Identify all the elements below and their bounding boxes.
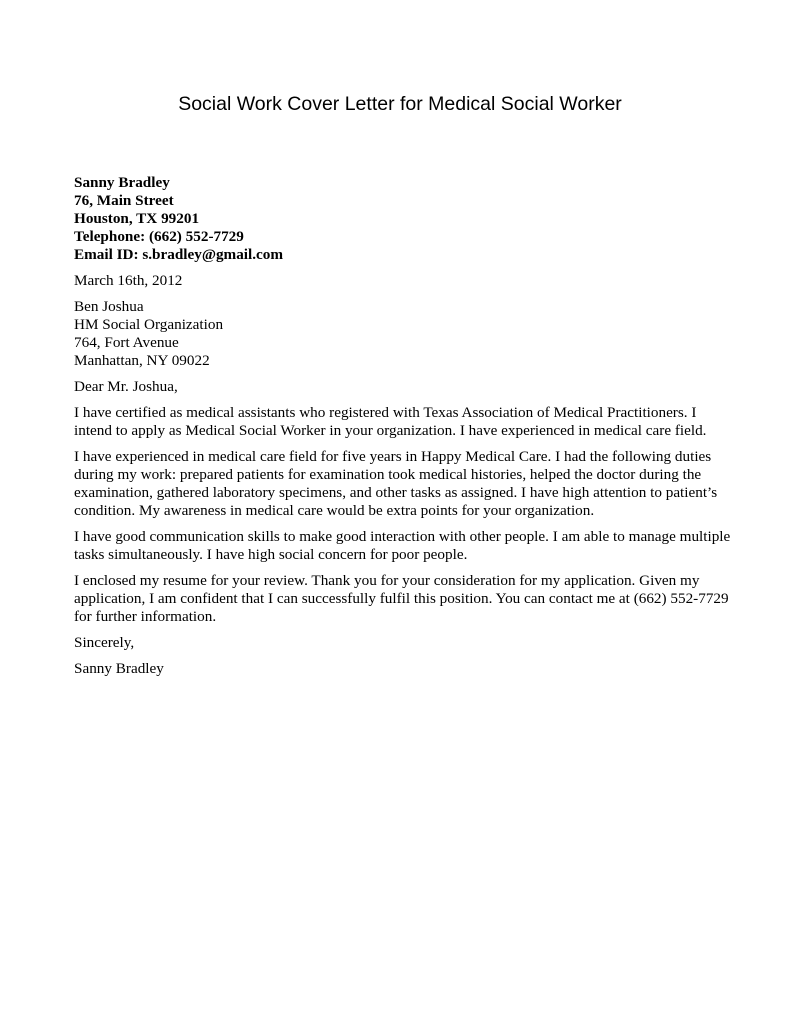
paragraph-skills: I have good communication skills to make good interaction with other people. I am able to manage multiple tasks simultaneously. I have high social concern for poor people. [74, 528, 731, 563]
recipient-street: 764, Fort Avenue [74, 334, 179, 351]
sender-name: Sanny Bradley [74, 174, 170, 191]
sender-telephone: Telephone: (662) 552-7729 [74, 228, 244, 245]
salutation: Dear Mr. Joshua, [74, 378, 178, 395]
signature-name: Sanny Bradley [74, 660, 164, 677]
document-title: Social Work Cover Letter for Medical Social Worker [178, 93, 622, 115]
recipient-organization: HM Social Organization [74, 316, 224, 333]
closing: Sincerely, [74, 634, 135, 651]
recipient-name: Ben Joshua [74, 298, 144, 315]
letter-date: March 16th, 2012 [74, 272, 183, 289]
recipient-city: Manhattan, NY 09022 [74, 352, 210, 369]
sender-address-block [74, 174, 734, 264]
recipient-address-block [74, 298, 734, 370]
sender-city: Houston, TX 99201 [74, 210, 200, 227]
sender-email: Email ID: s.bradley@gmail.com [74, 246, 284, 263]
paragraph-closing: I enclosed my resume for your review. Thank you for your consideration for my application. Given my application, I am confident that I can successfully fulfil this position. You can contact me at (662) 552-7729 for further information. [74, 572, 729, 625]
paragraph-experience: I have experienced in medical care field for five years in Happy Medical Care. I had the following duties during my work: prepared patients for examination took medical histories, helped the doctor during the examination, gathered laboratory specimens, and other tasks as assigned. I have high attention to patient’s condition. My awareness in medical care would be extra points for your organization. [74, 448, 718, 519]
sender-street: 76, Main Street [74, 192, 174, 209]
paragraph-introduction: I have certified as medical assistants who registered with Texas Association of Medical Practitioners. I intend to apply as Medical Social Worker in your organization. I have experienced in medical care field. [74, 404, 707, 439]
letter-body [74, 174, 734, 678]
